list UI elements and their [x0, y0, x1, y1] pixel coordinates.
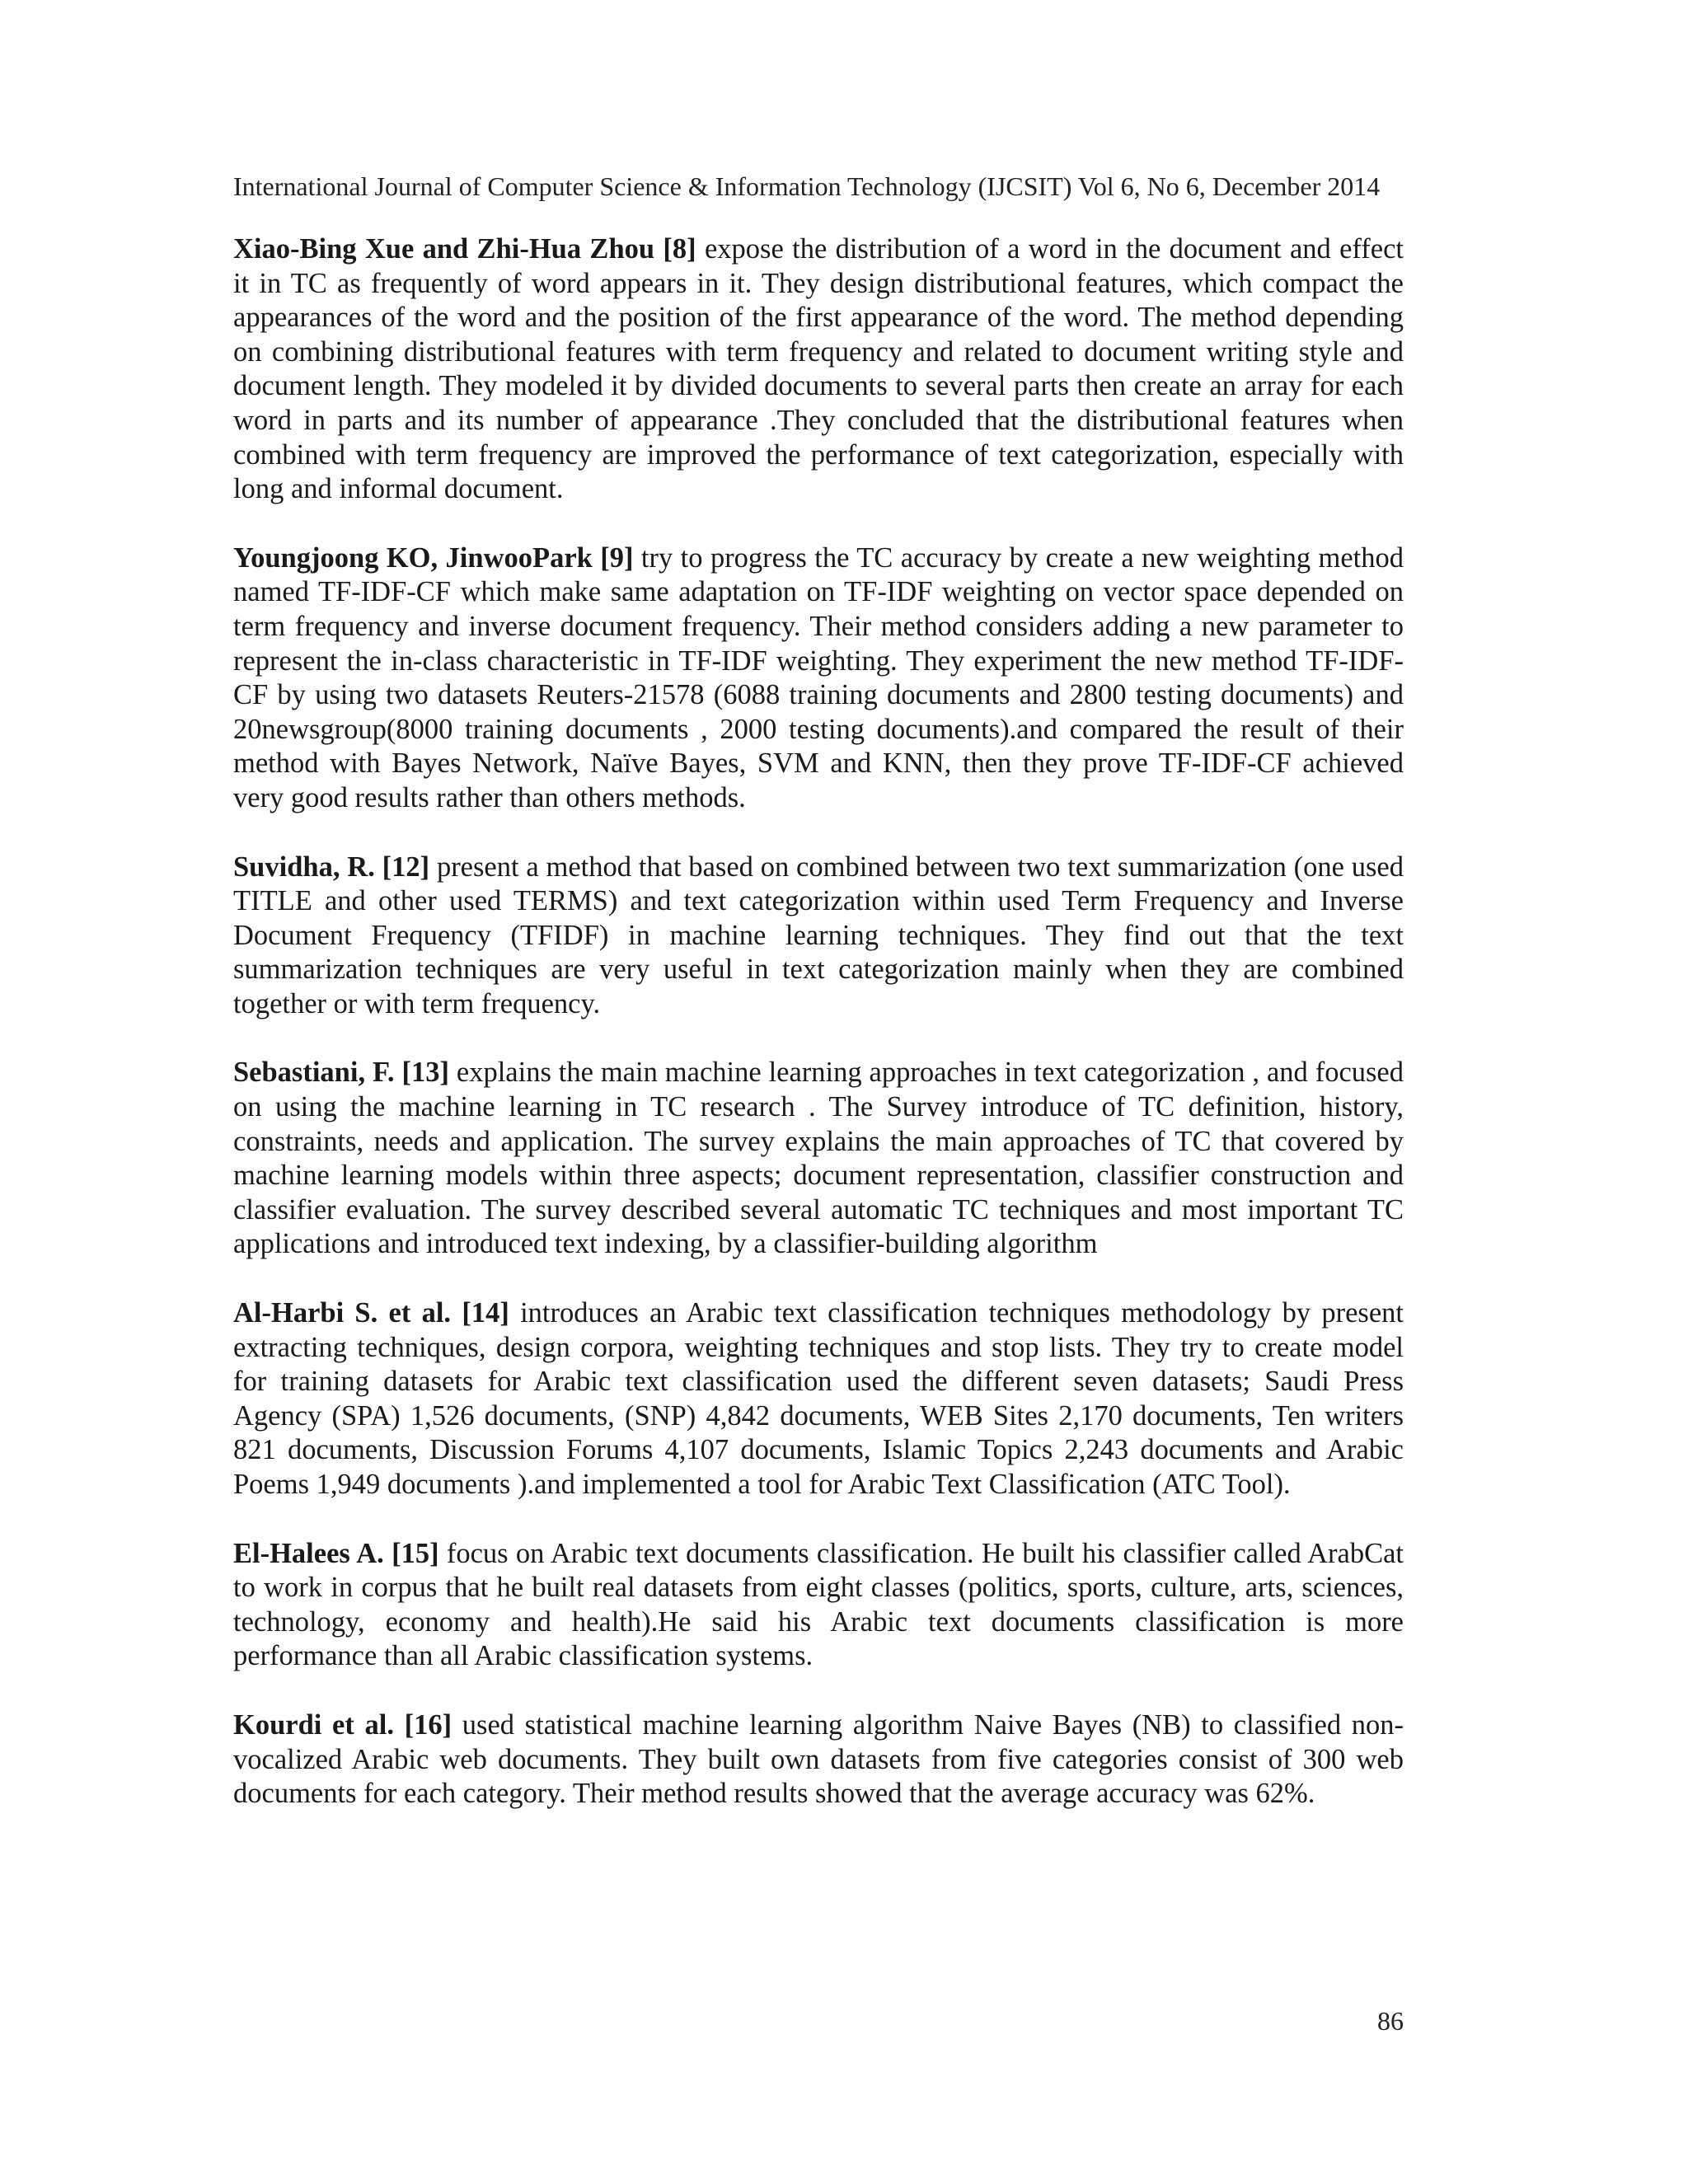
- paragraph-text: try to progress the TC accuracy by create a new weighting method named TF-IDF-CF which make same adaptation on TF-IDF weighting on vector space depended on term frequency and inverse document frequency. Their method considers adding a new parameter to represent the in-class characteristic in TF-IDF weighting. They experiment the new method TF-IDF-CF by using two datasets Reuters-21578 (6088 training documents and 2800 testing documents) and 20newsgroup(8000 training documents , 2000 testing documents).and compared the result of their method with Bayes Network, Naïve Bayes, SVM and KNN, then they prove TF-IDF-CF achieved very good results rather than others methods.: [233, 541, 1404, 813]
- citation-author: Kourdi et al. [16]: [233, 1708, 452, 1741]
- citation-author: Youngjoong KO, JinwooPark [9]: [233, 541, 634, 574]
- paragraph-xue-zhou: [233, 232, 1404, 507]
- citation-author: Suvidha, R. [12]: [233, 851, 430, 883]
- journal-header: International Journal of Computer Science & Information Technology (IJCSIT) Vol 6, No 6, December 2014: [233, 171, 1381, 201]
- citation-author: Al-Harbi S. et al. [14]: [233, 1297, 509, 1329]
- paragraph-sebastiani: [233, 1056, 1404, 1262]
- paragraph-ko-park: [233, 541, 1404, 816]
- main-text: [233, 232, 1404, 1846]
- paragraph-al-harbi: [233, 1296, 1404, 1502]
- citation-author: Xiao-Bing Xue and Zhi-Hua Zhou [8]: [233, 233, 696, 265]
- paragraph-text: used statistical machine learning algorithm Naive Bayes (NB) to classified non-vocalized Arabic web documents. They built own datasets from five categories consist of 300 web documents for each category. Their method results showed that the average accuracy was 62%.: [233, 1708, 1404, 1810]
- paragraph-suvidha: [233, 851, 1404, 1022]
- paragraph-text: explains the main machine learning approaches in text categorization , and focused on using the machine learning in TC research . The Survey introduce of TC definition, history, constraints, needs and application. The survey explains the main approaches of TC that covered by machine learning models within three aspects; document representation, classifier construction and classifier evaluation. The survey described several automatic TC techniques and most important TC applications and introduced text indexing, by a classifier-building algorithm: [233, 1057, 1404, 1260]
- paragraph-text: present a method that based on combined between two text summarization (one used TITLE and other used TERMS) and text categorization within used Term Frequency and Inverse Document Frequency (TFIDF) in machine learning techniques. They find out that the text summarization techniques are very useful in text categorization mainly when they are combined together or with term frequency.: [233, 851, 1404, 1019]
- citation-author: El-Halees A. [15]: [233, 1537, 439, 1569]
- paragraph-kourdi: [233, 1708, 1404, 1811]
- paragraph-text: expose the distribution of a word in the document and effect it in TC as frequently of word appears in it. They design distributional features, which compact the appearances of the word and the position of the first appearance of the word. The method depending on combining distributional features with term frequency and related to document writing style and document length. They modeled it by divided documents to several parts then create an array for each word in parts and its number of appearance .They concluded that the distributional features when combined with term frequency are improved the performance of text categorization, especially with long and informal document.: [233, 233, 1404, 505]
- paragraph-el-halees: [233, 1537, 1404, 1674]
- paragraph-text: introduces an Arabic text classification techniques methodology by present extracting techniques, design corpora, weighting techniques and stop lists. They try to create model for training datasets for Arabic text classification used the different seven datasets; Saudi Press Agency (SPA) 1,526 documents, (SNP) 4,842 documents, WEB Sites 2,170 documents, Ten writers 821 documents, Discussion Forums 4,107 documents, Islamic Topics 2,243 documents and Arabic Poems 1,949 documents ).and implemented a tool for Arabic Text Classification (ATC Tool).: [233, 1297, 1404, 1500]
- citation-author: Sebastiani, F. [13]: [233, 1057, 449, 1089]
- paragraph-text: focus on Arabic text documents classification. He built his classifier called ArabCat to work in corpus that he built real datasets from eight classes (politics, sports, culture, arts, sciences, technology, economy and health).He said his Arabic text documents classification is more performance than all Arabic classification systems.: [233, 1537, 1404, 1672]
- page-number: 86: [1377, 2006, 1404, 2036]
